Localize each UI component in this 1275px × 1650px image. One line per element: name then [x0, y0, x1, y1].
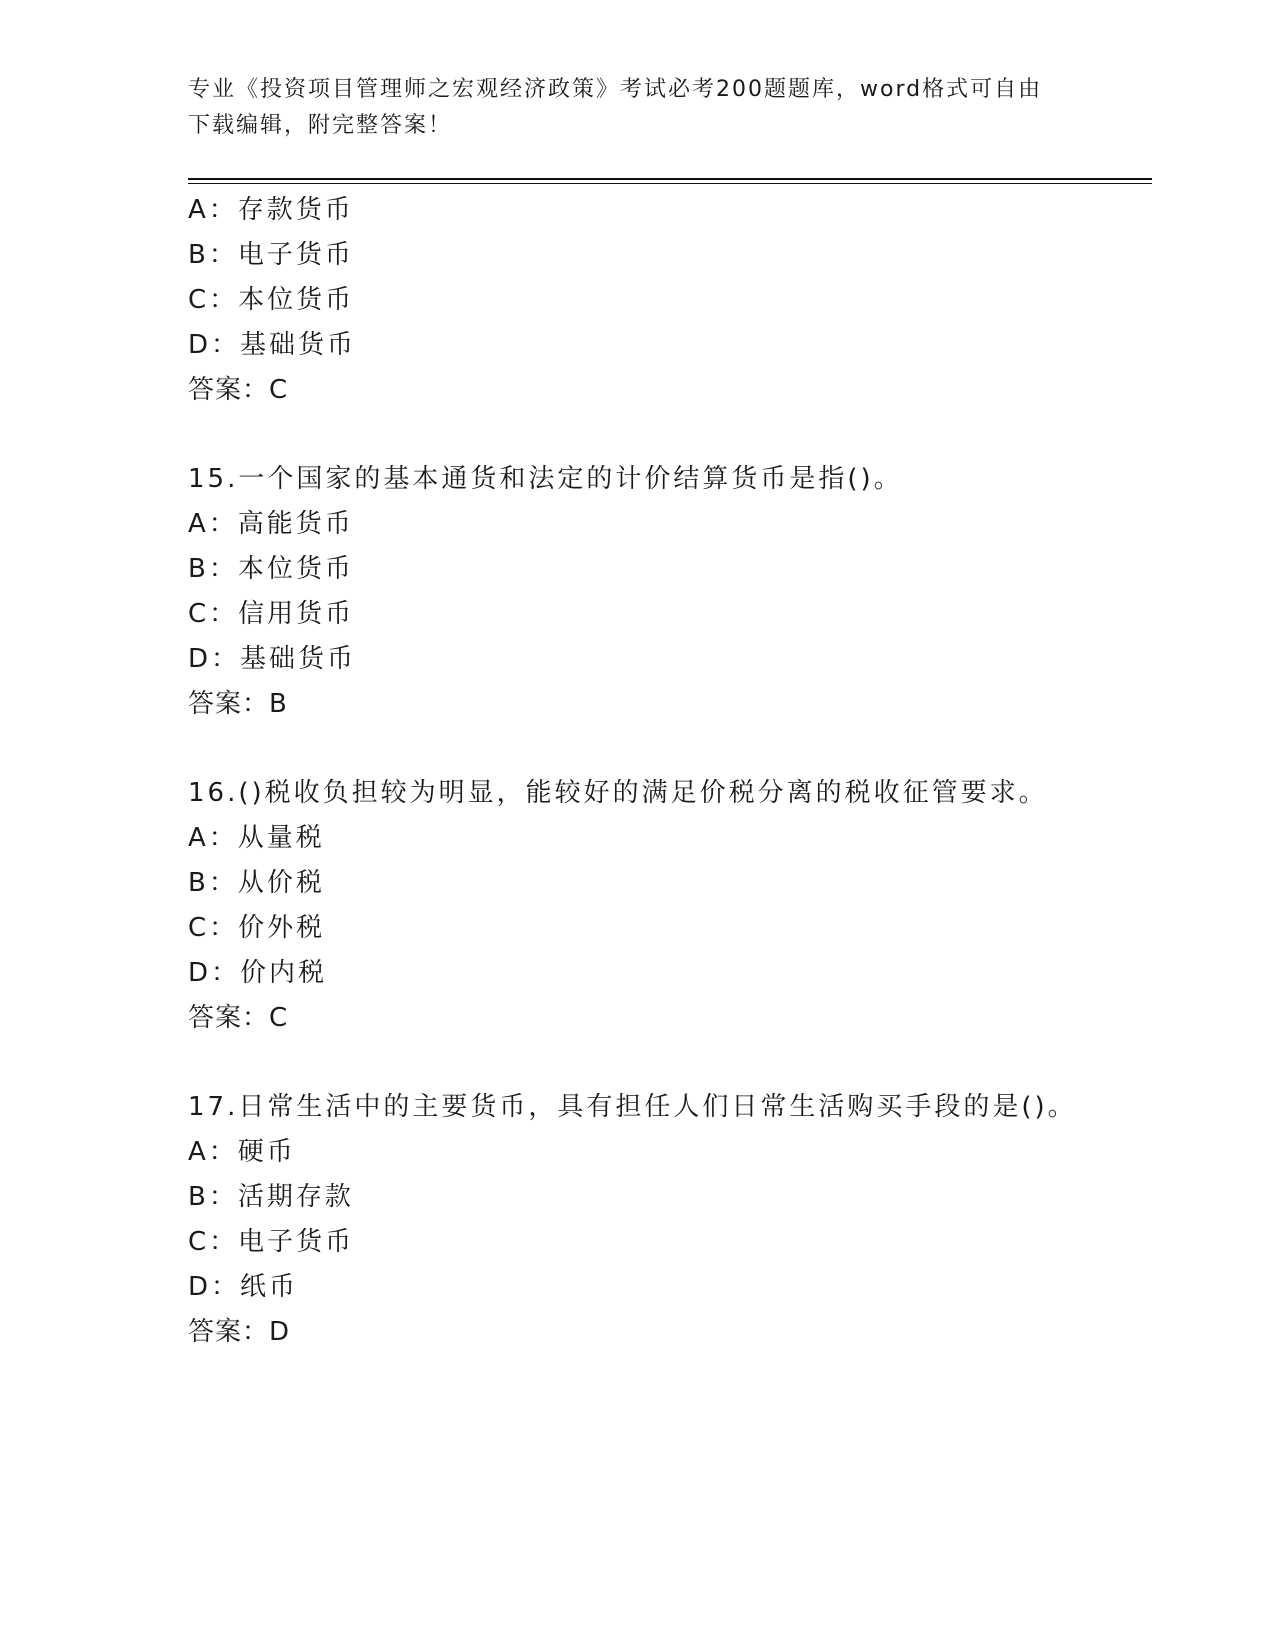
q17-answer: 答案：D [188, 1317, 291, 1347]
q15-answer: 答案：B [188, 689, 288, 719]
q15-option-b: B：本位货币 [188, 554, 354, 584]
q17-question: 17.日常生活中的主要货币，具有担任人们日常生活购买手段的是()。 [188, 1092, 1077, 1122]
header-line-1: 专业《投资项目管理师之宏观经济政策》考试必考200题题库，word格式可自由 [188, 77, 1043, 102]
q14-option-d: D：基础货币 [188, 330, 357, 360]
q17-option-a: A：硬币 [188, 1137, 296, 1167]
q14-option-a: A：存款货币 [188, 195, 354, 225]
q15-option-c: C：信用货币 [188, 599, 355, 629]
q14-answer: 答案：C [188, 375, 289, 405]
header-divider-thin [188, 183, 1152, 184]
header-line-2: 下载编辑，附完整答案！ [188, 113, 453, 138]
q16-option-b: B：从价税 [188, 868, 325, 898]
q17-option-b: B：活期存款 [188, 1182, 354, 1212]
q16-answer: 答案：C [188, 1003, 289, 1033]
q16-question: 16.()税收负担较为明显，能较好的满足价税分离的税收征管要求。 [188, 778, 1048, 808]
q16-option-c: C：价外税 [188, 913, 326, 943]
q16-option-a: A：从量税 [188, 823, 325, 853]
q15-option-d: D：基础货币 [188, 644, 357, 674]
q15-option-a: A：高能货币 [188, 509, 354, 539]
q14-option-b: B：电子货币 [188, 240, 354, 270]
q16-option-d: D：价内税 [188, 958, 328, 988]
q14-option-c: C：本位货币 [188, 285, 355, 315]
q17-option-c: C：电子货币 [188, 1227, 355, 1257]
document-header [188, 72, 1068, 144]
q17-option-d: D：纸币 [188, 1272, 299, 1302]
header-divider [188, 178, 1152, 180]
q15-question: 15.一个国家的基本通货和法定的计价结算货币是指()。 [188, 464, 903, 494]
